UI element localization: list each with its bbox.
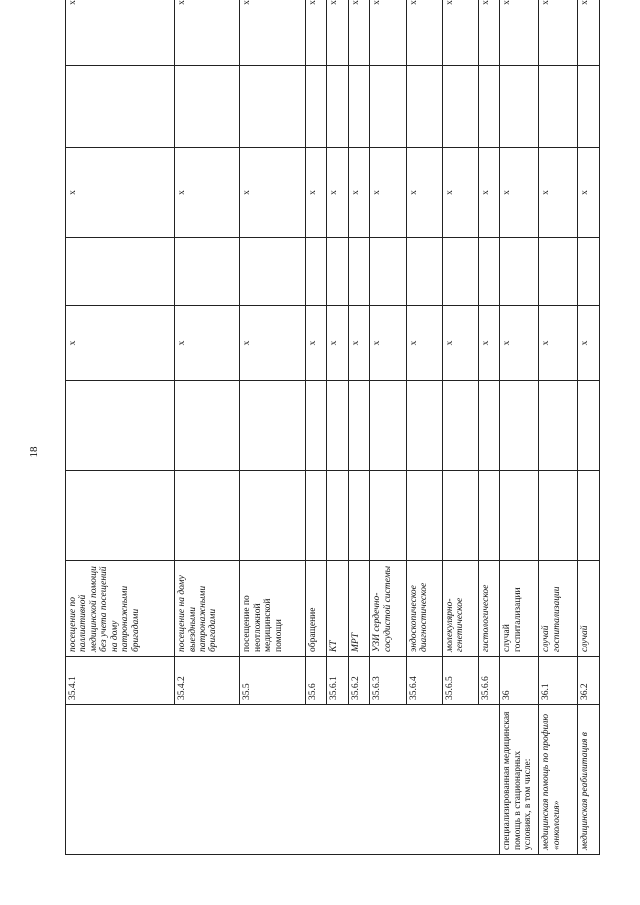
cell-col7 — [66, 238, 175, 306]
cell-col6: х — [348, 306, 370, 381]
row-unit: посещение по неотложной медицинской помощи — [240, 561, 305, 657]
cell-col8: х — [578, 148, 600, 238]
row-category: специализированная медицинская помощь в стационарных условиях, в том числе: — [500, 705, 539, 855]
data-table — [65, 0, 600, 855]
cell-col4 — [66, 471, 175, 561]
cell-col10: х — [305, 0, 327, 66]
row-unit: гистологическое — [478, 561, 500, 657]
row-unit: КТ — [327, 561, 349, 657]
cell-col5 — [327, 381, 349, 471]
cell-col4 — [442, 471, 478, 561]
cell-col10: х — [327, 0, 349, 66]
cell-col6: х — [370, 306, 406, 381]
row-unit: случай — [578, 561, 600, 657]
cell-col6: х — [305, 306, 327, 381]
cell-col9 — [175, 66, 240, 148]
row-code: 36.2 — [578, 657, 600, 705]
table-row — [500, 0, 539, 855]
cell-col4 — [175, 471, 240, 561]
cell-col6: х — [442, 306, 478, 381]
document-area — [65, 0, 600, 855]
row-category: медицинская реабилитация в — [578, 705, 600, 855]
row-code: 35.6.5 — [442, 657, 478, 705]
cell-col6: х — [406, 306, 442, 381]
cell-col9 — [327, 66, 349, 148]
cell-col9 — [539, 66, 578, 148]
cell-col9 — [442, 66, 478, 148]
cell-col8: х — [406, 148, 442, 238]
cell-col8: х — [327, 148, 349, 238]
cell-col5 — [406, 381, 442, 471]
row-code: 35.6.6 — [478, 657, 500, 705]
row-unit: посещение по паллиативной медицинской помощи без учета посещений на дому патронажными бригадами — [66, 561, 175, 657]
cell-col8: х — [500, 148, 539, 238]
row-unit: обращение — [305, 561, 327, 657]
cell-col8: х — [442, 148, 478, 238]
cell-col9 — [66, 66, 175, 148]
cell-col6: х — [175, 306, 240, 381]
cell-col5 — [442, 381, 478, 471]
cell-col10: х — [348, 0, 370, 66]
cell-col9 — [370, 66, 406, 148]
row-category: медицинская помощь по профилю «онкология» — [539, 705, 578, 855]
cell-col9 — [240, 66, 305, 148]
row-category-cell — [66, 705, 500, 855]
cell-col5 — [175, 381, 240, 471]
row-code: 35.4.2 — [175, 657, 240, 705]
cell-col7 — [327, 238, 349, 306]
cell-col4 — [348, 471, 370, 561]
row-unit: УЗИ сердечно-сосудистой системы — [370, 561, 406, 657]
cell-col9 — [500, 66, 539, 148]
cell-col10: х — [406, 0, 442, 66]
table-row — [578, 0, 600, 855]
row-code: 35.6.2 — [348, 657, 370, 705]
cell-col5 — [478, 381, 500, 471]
cell-col6: х — [66, 306, 175, 381]
cell-col6: х — [578, 306, 600, 381]
cell-col7 — [442, 238, 478, 306]
cell-col6: х — [539, 306, 578, 381]
cell-col7 — [348, 238, 370, 306]
cell-col9 — [305, 66, 327, 148]
cell-col7 — [305, 238, 327, 306]
cell-col8: х — [66, 148, 175, 238]
cell-col4 — [305, 471, 327, 561]
cell-col5 — [348, 381, 370, 471]
cell-col7 — [478, 238, 500, 306]
cell-col10: х — [539, 0, 578, 66]
table-row — [66, 0, 175, 855]
row-code: 35.6 — [305, 657, 327, 705]
cell-col4 — [478, 471, 500, 561]
cell-col7 — [175, 238, 240, 306]
cell-col7 — [240, 238, 305, 306]
cell-col4 — [500, 471, 539, 561]
row-code: 35.6.1 — [327, 657, 349, 705]
row-unit: случай госпитализации — [539, 561, 578, 657]
cell-col6: х — [500, 306, 539, 381]
cell-col4 — [406, 471, 442, 561]
cell-col8: х — [370, 148, 406, 238]
row-code: 36.1 — [539, 657, 578, 705]
cell-col9 — [406, 66, 442, 148]
cell-col7 — [406, 238, 442, 306]
cell-col10: х — [240, 0, 305, 66]
row-code: 36 — [500, 657, 539, 705]
table-body — [66, 0, 600, 855]
cell-col10: х — [578, 0, 600, 66]
cell-col5 — [500, 381, 539, 471]
cell-col4 — [539, 471, 578, 561]
row-unit: случай госпитализации — [500, 561, 539, 657]
cell-col6: х — [478, 306, 500, 381]
row-unit: МРТ — [348, 561, 370, 657]
cell-col10: х — [500, 0, 539, 66]
cell-col9 — [478, 66, 500, 148]
cell-col10: х — [370, 0, 406, 66]
cell-col4 — [240, 471, 305, 561]
row-code: 35.6.3 — [370, 657, 406, 705]
cell-col8: х — [240, 148, 305, 238]
cell-col5 — [305, 381, 327, 471]
cell-col4 — [370, 471, 406, 561]
cell-col10: х — [442, 0, 478, 66]
row-code: 35.4.1 — [66, 657, 175, 705]
cell-col6: х — [327, 306, 349, 381]
cell-col8: х — [175, 148, 240, 238]
cell-col8: х — [478, 148, 500, 238]
row-code: 35.6.4 — [406, 657, 442, 705]
cell-col10: х — [175, 0, 240, 66]
cell-col5 — [66, 381, 175, 471]
cell-col5 — [539, 381, 578, 471]
cell-col7 — [370, 238, 406, 306]
cell-col7 — [539, 238, 578, 306]
cell-col9 — [348, 66, 370, 148]
cell-col8: х — [348, 148, 370, 238]
row-code: 35.5 — [240, 657, 305, 705]
cell-col8: х — [305, 148, 327, 238]
cell-col9 — [578, 66, 600, 148]
cell-col5 — [240, 381, 305, 471]
cell-col5 — [578, 381, 600, 471]
page-number: 18 — [28, 446, 40, 458]
cell-col8: х — [539, 148, 578, 238]
cell-col10: х — [478, 0, 500, 66]
table-row — [539, 0, 578, 855]
rotated-table-wrapper — [65, 0, 600, 855]
cell-col7 — [578, 238, 600, 306]
row-unit: посещение на дому выездными патронажными бригадами — [175, 561, 240, 657]
cell-col4 — [578, 471, 600, 561]
row-unit: молекулярно-генетическое — [442, 561, 478, 657]
cell-col4 — [327, 471, 349, 561]
cell-col10: х — [66, 0, 175, 66]
cell-col7 — [500, 238, 539, 306]
row-unit: эндоскопическое диагностическое — [406, 561, 442, 657]
cell-col5 — [370, 381, 406, 471]
cell-col6: х — [240, 306, 305, 381]
